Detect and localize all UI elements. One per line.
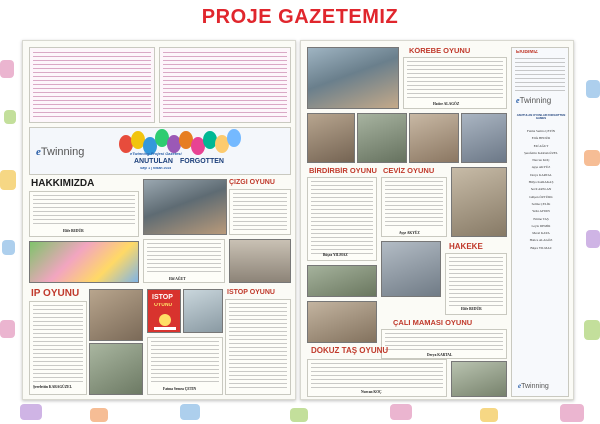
masthead-subtitle: eTwinning Projesi Gazetesi <box>130 152 182 156</box>
korebe-photo-3 <box>357 113 407 163</box>
team-member: Ayşe AKYÜZ <box>531 165 551 170</box>
decorative-puzzle-piece <box>90 408 108 422</box>
istop-oyunu-text-box <box>225 299 291 395</box>
ip-oyunu-photo <box>89 289 143 341</box>
hakkimizda-signature: Elife BEDÜR <box>63 229 84 233</box>
team-member: Leyla DEMİR <box>531 223 551 228</box>
dokuz-tas-heading: DOKUZ TAŞ OYUNU <box>311 347 389 355</box>
birdirbir-text-box <box>307 177 377 261</box>
decorative-puzzle-piece <box>480 408 498 422</box>
team-member: Yeliz AYDIN <box>532 209 550 214</box>
dokuz-tas-photo <box>451 361 507 397</box>
cizgi-oyunu-text-box <box>229 189 291 235</box>
intro-text-box <box>29 47 155 123</box>
cizgi-oyunu-photo <box>143 179 227 235</box>
korebe-photo <box>307 47 399 109</box>
hakeke-heading: HAKEKE <box>449 243 483 251</box>
decorative-puzzle-piece <box>586 80 600 98</box>
decorative-puzzle-piece <box>4 110 16 124</box>
hakkimizda-photo <box>29 241 139 283</box>
team-subheading: ANUTULAN OYUNLAR FORGOTTEN GAMES <box>516 114 566 121</box>
decorative-puzzle-piece <box>584 320 600 340</box>
cali-mamasi-signature: Derya KARTAL <box>427 353 453 357</box>
hakeke-signature: Elife BEDÜR <box>461 307 482 311</box>
team-member: Şerefettin KARAGÜZEL <box>524 150 558 155</box>
masthead-banner <box>29 127 291 175</box>
decorative-puzzle-piece <box>560 404 584 422</box>
cizgi-oyunu-heading: ÇİZGİ OYUNU <box>229 179 275 186</box>
ceviz-photo <box>451 167 507 237</box>
ip-oyunu-heading: İP OYUNU <box>31 289 80 299</box>
team-member: Gülşen ÖZTÜRK <box>529 194 553 199</box>
ceviz-signature: Ayşe AKYÜZ <box>399 231 420 235</box>
etwinning-logo: eTwinning <box>36 146 85 158</box>
korebe-heading: KÖREBE OYUNU <box>409 47 471 55</box>
decorative-puzzle-piece <box>390 404 412 420</box>
team-member: Hülya KARAKAŞ <box>528 180 554 185</box>
birdirbir-signature: Büşra YILMAZ <box>323 253 348 257</box>
ceviz-text-box <box>381 177 447 237</box>
team-member: Elife BEDÜR <box>531 136 551 141</box>
ip-oyunu-text-box <box>29 301 87 395</box>
istop-oyunu-heading: İSTOP OYUNU <box>227 289 275 296</box>
page-title: PROJE GAZETEMIZ <box>201 6 399 28</box>
hakeke-photo <box>381 241 441 297</box>
team-member: Nurcan KOÇ <box>532 158 550 163</box>
team-heading: EKİBİMİZ <box>516 50 538 55</box>
team-sidebar <box>511 47 569 397</box>
team-member: Derya KARTAL <box>530 172 552 177</box>
team-member: Hatice ALAGÖZ <box>529 238 553 243</box>
cali-mamasi-photo <box>307 301 377 343</box>
decorative-puzzle-piece <box>586 230 600 248</box>
newspaper-page-right <box>300 40 574 400</box>
istop-poster: İSTOP OYUNU <box>147 289 181 333</box>
ip-oyunu-photo-2 <box>89 343 143 395</box>
korebe-photo-4 <box>409 113 459 163</box>
birdirbir-heading: BİRDİRBİR OYUNU <box>309 167 377 175</box>
ceviz-heading: CEVİZ OYUNU <box>383 167 435 175</box>
newspaper-page-left <box>22 40 296 400</box>
hakkimizda-text-box <box>29 191 139 237</box>
masthead-title-line2: FORGOTTEN <box>180 158 224 165</box>
team-member: Selma ÇELİK <box>531 201 551 206</box>
hakkimizda-heading: HAKKIMIZDA <box>31 179 95 189</box>
team-member: Büşra YILMAZ <box>530 245 552 250</box>
team-list <box>514 128 568 252</box>
team-member: Fatma Semra ÇETİN <box>526 129 556 133</box>
etwinning-logo-right-bottom: eTwinning <box>518 382 549 390</box>
decorative-puzzle-piece <box>2 240 15 255</box>
team-member: Elif AĞUT <box>533 143 549 148</box>
team-member: Meral KAYA <box>532 231 550 236</box>
cali-mamasi-heading: ÇALI MAMASI OYUNU <box>393 319 473 327</box>
decorative-puzzle-piece <box>20 404 42 420</box>
hakeke-text-box <box>445 253 507 315</box>
dokuz-tas-signature: Nurcan KOÇ <box>361 390 382 394</box>
birdirbir-photo <box>307 265 377 297</box>
korebe-signature: Hatice ALAGÖZ <box>433 102 460 106</box>
cizgi-oyunu-signature: Elif AĞUT <box>169 277 186 281</box>
istop-oyunu-signature: Fatma Semra ÇETIN <box>163 387 197 391</box>
team-member: Emine TAŞ <box>533 216 549 221</box>
decorative-puzzle-piece <box>290 408 308 422</box>
ip-oyunu-signature: Şerefettin KARAGÜZEL <box>33 385 72 389</box>
masthead-issue: Sayı 1 | Nisan 2024 <box>140 167 172 170</box>
korebe-photo-5 <box>461 113 507 163</box>
cizgi-oyunu-photo-2 <box>229 239 291 283</box>
masthead-title-line1: ANUTULAN <box>134 158 173 165</box>
etwinning-logo-right: eTwinning <box>516 96 552 105</box>
team-member: Sevil ARSLAN <box>530 187 552 192</box>
decorative-puzzle-piece <box>0 170 16 190</box>
decorative-puzzle-piece <box>0 320 15 338</box>
korebe-photo-2 <box>307 113 355 163</box>
istop-photo-1 <box>183 289 223 333</box>
decorative-puzzle-piece <box>180 404 200 420</box>
intro-text-box-2 <box>159 47 291 123</box>
decorative-puzzle-piece <box>584 150 600 166</box>
decorative-puzzle-piece <box>0 60 14 78</box>
